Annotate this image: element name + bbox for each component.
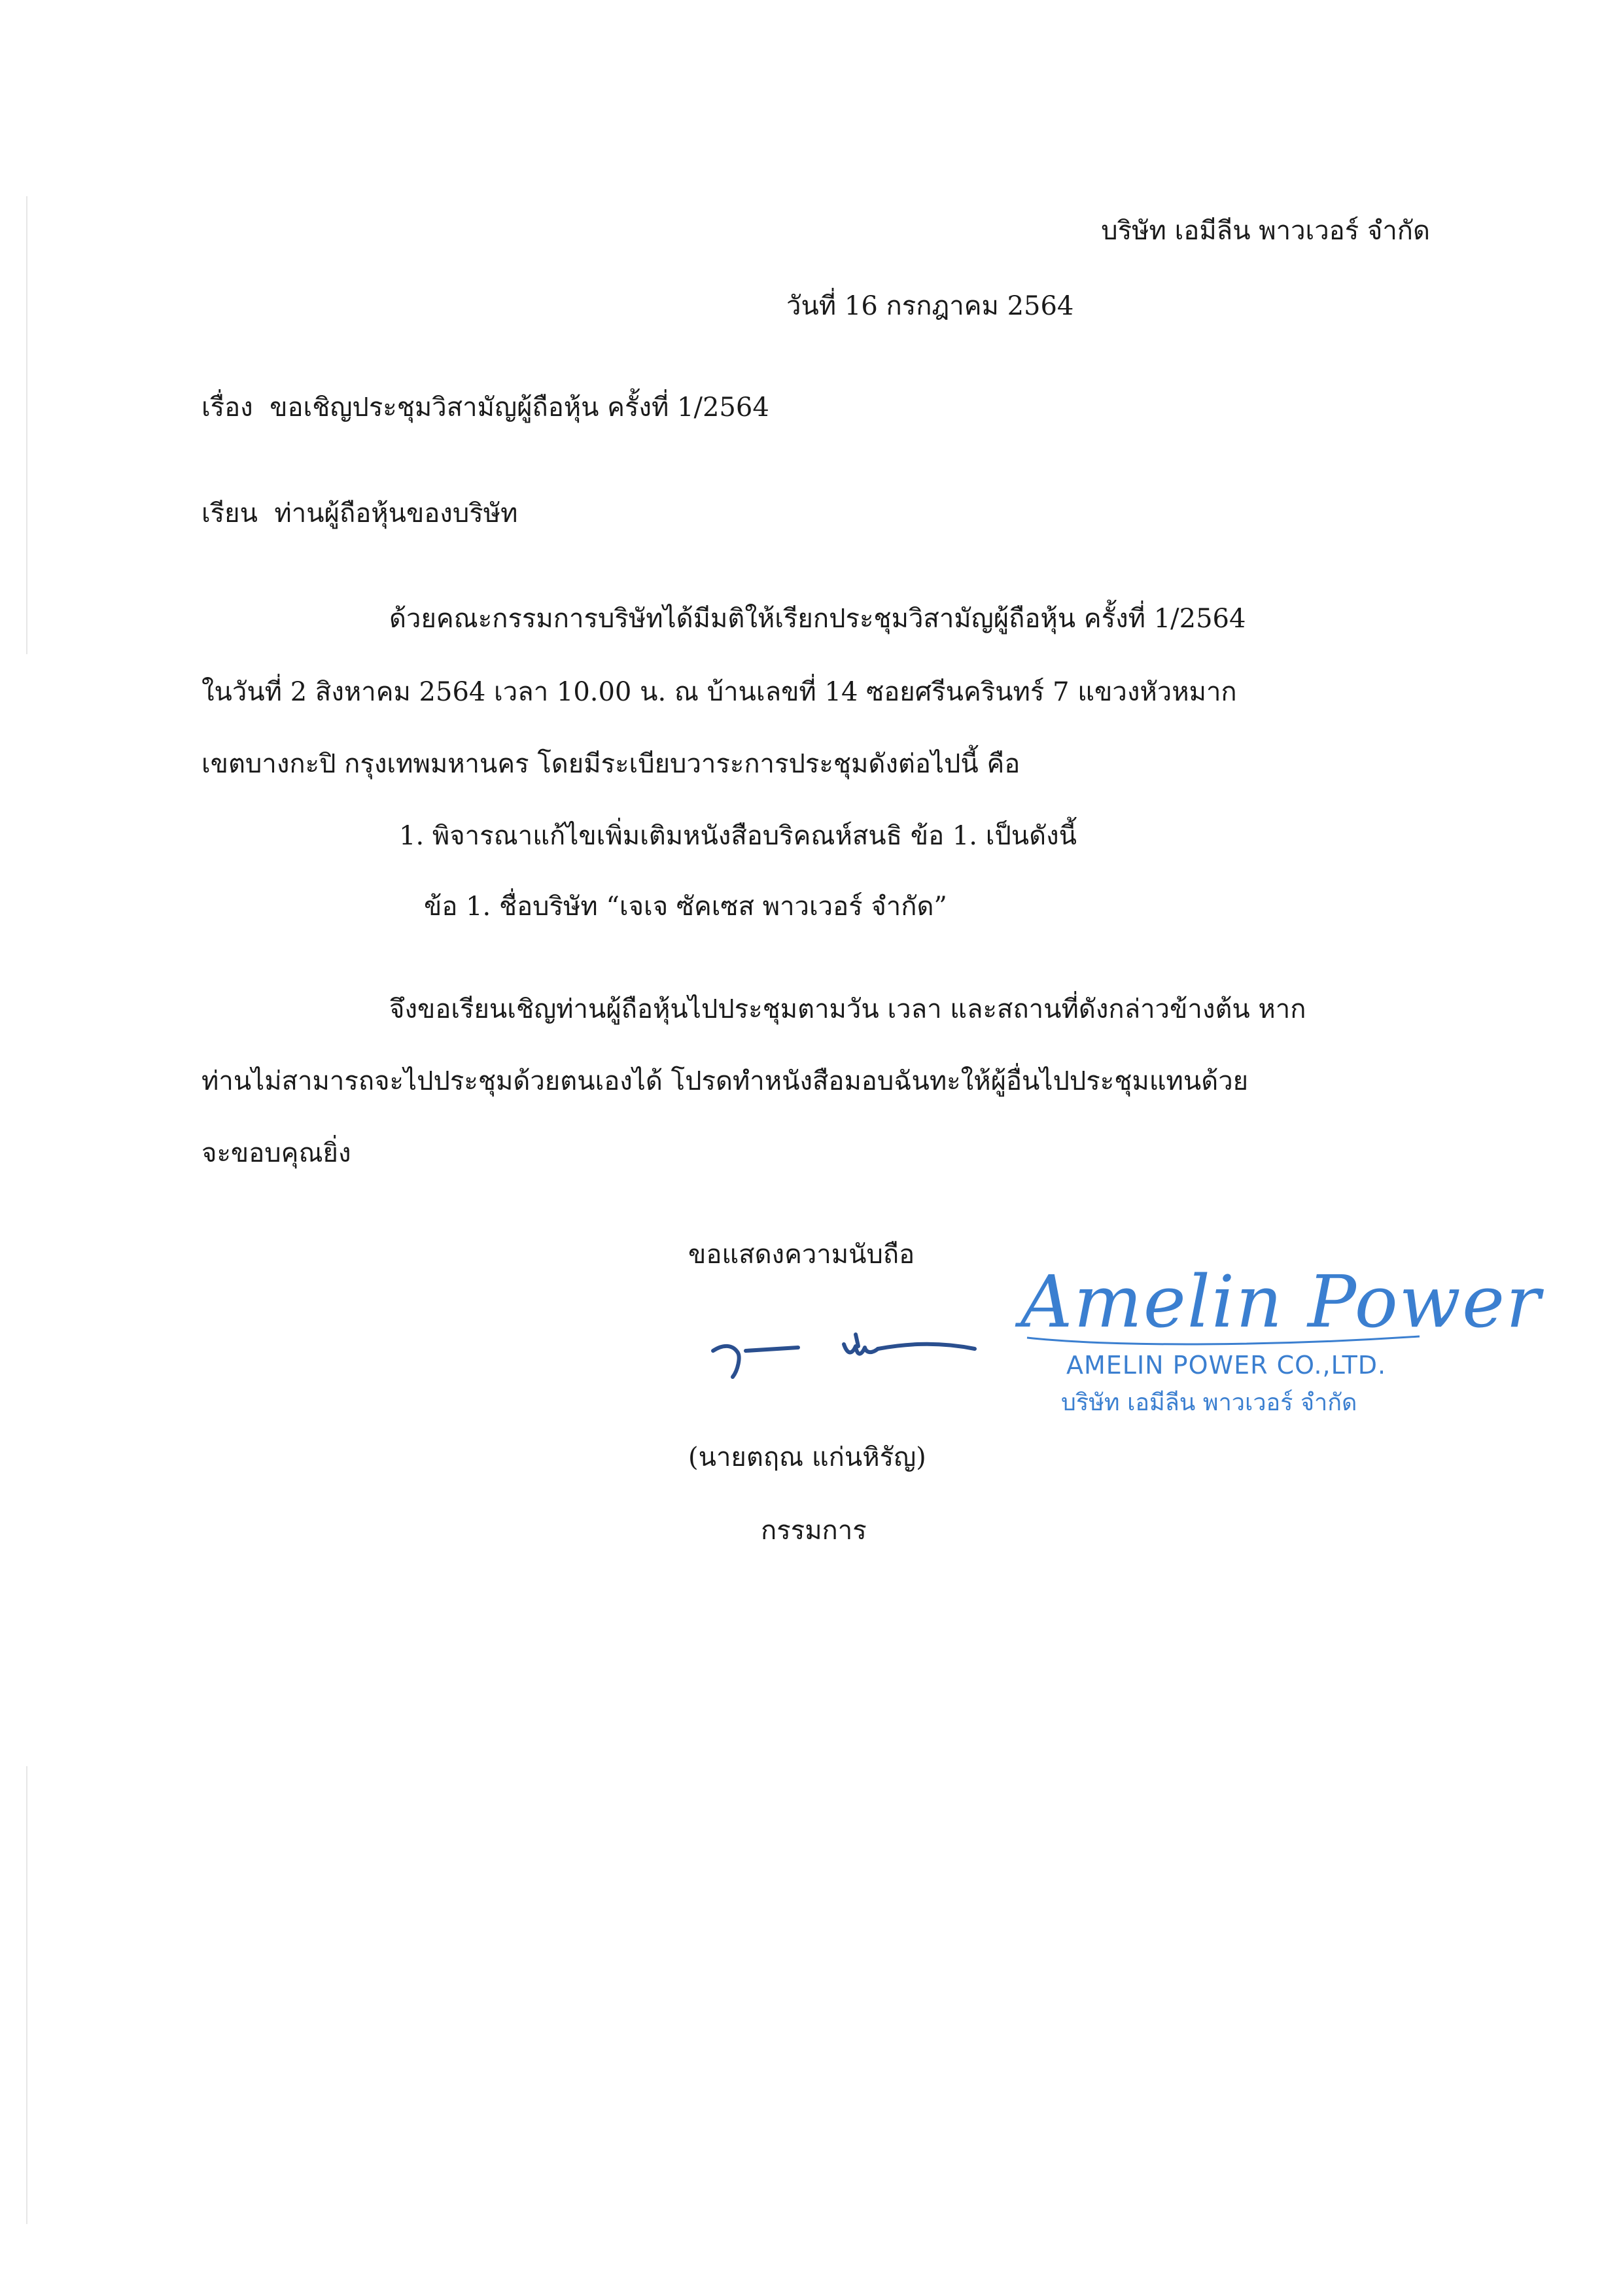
paragraph-2-line: จึงขอเรียนเชิญท่านผู้ถือหุ้นไปประชุมตามวัน เวลา และสถานที่ดังกล่าวข้างต้น หาก <box>389 994 1306 1024</box>
company-name: บริษัท เอมีลีน พาวเวอร์ จำกัด <box>1101 216 1430 246</box>
subject-text: ขอเชิญประชุมวิสามัญผู้ถือหุ้น ครั้งที่ 1/2564 <box>270 392 769 423</box>
signer-name: (นายตฤณ แก่นหิรัญ) <box>688 1442 926 1472</box>
company-stamp <box>1021 1260 1542 1436</box>
agenda-item: 1. พิจารณาแก้ไขเพิ่มเติมหนังสือบริคณห์สนธิ ข้อ 1. เป็นดังนี้ <box>399 821 1077 851</box>
closing-regards: ขอแสดงความนับถือ <box>688 1240 915 1270</box>
stamp-script-logo: Amelin Power <box>1021 1260 1542 1344</box>
paragraph-2-line: ท่านไม่สามารถจะไปประชุมด้วยตนเองได้ โปรดทำหนังสือมอบฉันทะให้ผู้อื่นไปประชุมแทนด้วย <box>201 1066 1249 1096</box>
scan-edge-mark <box>26 196 27 654</box>
signer-title: กรรมการ <box>761 1516 867 1546</box>
salutation-text: ท่านผู้ถือหุ้นของบริษัท <box>274 498 518 529</box>
paragraph-1-line: ด้วยคณะกรรมการบริษัทได้มีมติให้เรียกประชุมวิสามัญผู้ถือหุ้น ครั้งที่ 1/2564 <box>389 604 1246 634</box>
paragraph-1-line: ในวันที่ 2 สิงหาคม 2564 เวลา 10.00 น. ณ บ้านเลขที่ 14 ซอยศรีนครินทร์ 7 แขวงหัวหมาก <box>201 677 1237 707</box>
subject-label: เรื่อง <box>201 392 253 423</box>
stamp-underline <box>1021 1331 1426 1351</box>
subject-line <box>201 389 769 426</box>
paragraph-1-line: เขตบางกะปิ กรุงเทพมหานคร โดยมีระเบียบวาระการประชุมดังต่อไปนี้ คือ <box>201 749 1021 779</box>
paragraph-2-line: จะขอบคุณยิ่ง <box>201 1138 351 1168</box>
letter-date: วันที่ 16 กรกฎาคม 2564 <box>786 291 1074 321</box>
stamp-english-name: AMELIN POWER CO.,LTD. <box>1066 1351 1387 1380</box>
salutation-label: เรียน <box>201 498 258 529</box>
handwritten-signature <box>707 1315 981 1387</box>
salutation-line <box>201 495 517 532</box>
scan-edge-mark <box>26 1766 27 2224</box>
agenda-detail: ข้อ 1. ชื่อบริษัท “เจเจ ซัคเซส พาวเวอร์ จำกัด” <box>424 892 947 922</box>
stamp-thai-name: บริษัท เอมีลีน พาวเวอร์ จำกัด <box>1061 1389 1357 1416</box>
